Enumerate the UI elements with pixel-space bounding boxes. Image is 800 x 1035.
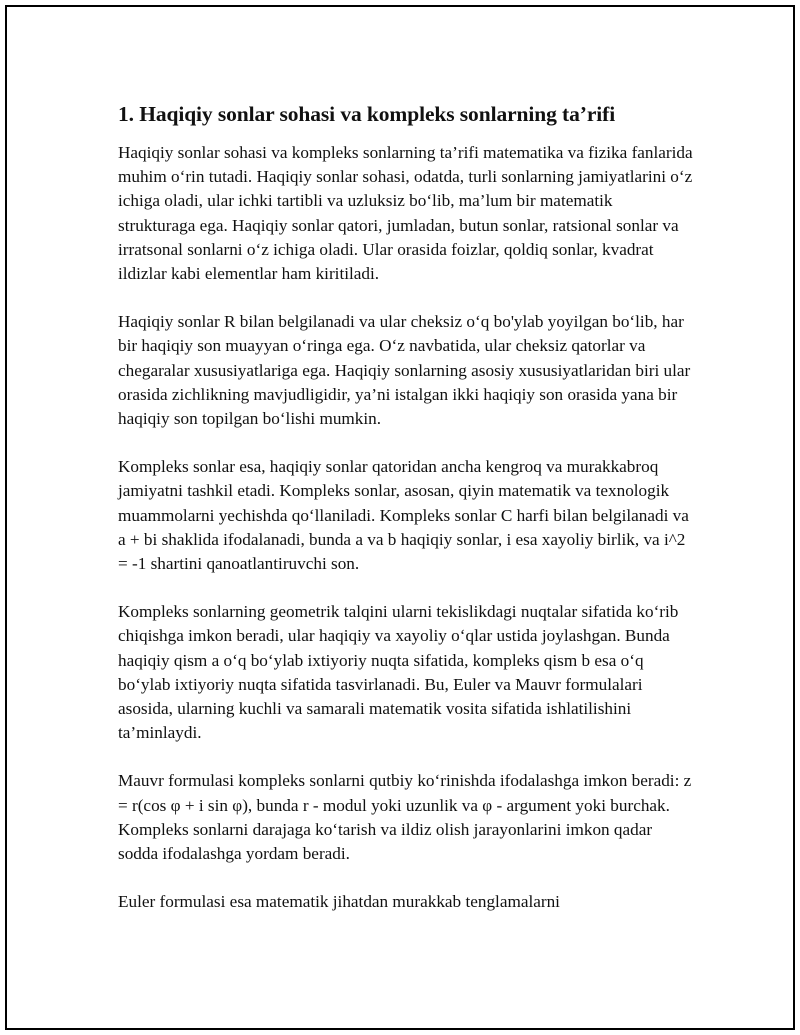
paragraph-2: Haqiqiy sonlar R bilan belgilanadi va ular cheksiz o‘q bo'ylab yoyilgan bo‘lib, har bir haqiqiy son muayyan o‘ringa ega. O‘z navbatida, ular cheksiz qatorlar va chegaralar xususiyatlariga ega. Haqiqiy sonlarning asosiy xususiyatlaridan biri ular orasida zichlikning mavjudligidir, ya’ni istalgan ikki haqiqiy son orasida yana bir haqiqiy son topilgan bo‘lishi mumkin. [118,312,691,429]
paragraph-4: Kompleks sonlarning geometrik talqini ularni tekislikdagi nuqtalar sifatida ko‘rib chiqishga imkon beradi, ular haqiqiy va xayoliy o‘qlar ustida joylashgan. Bunda haqiqiy qism a o‘q bo‘ylab ixtiyoriy nuqta sifatida, kompleks qism b esa o‘q bo‘ylab ixtiyoriy nuqta sifatida tasvirlanadi. Bu, Euler va Mauvr formulalari asosida, ularning kuchli va samarali matematik vosita sifatida ishlatilishini ta’minlaydi. [118,602,679,743]
paragraph-6: Euler formulasi esa matematik jihatdan murakkab tenglamalarni [118,892,560,912]
document-page [5,5,795,1030]
paragraph-3: Kompleks sonlar esa, haqiqiy sonlar qatoridan ancha kengroq va murakkabroq jamiyatni tashkil etadi. Kompleks sonlar, asosan, qiyin matematik va texnologik muammolarni yechishda qo‘llaniladi. Kompleks sonlar C harfi bilan belgilanadi va a + bi shaklida ifodalanadi, bunda a va b haqiqiy sonlar, i esa xayoliy birlik, va i^2 = -1 shartini qanoatlantiruvchi son. [118,457,689,574]
paragraph-5: Mauvr formulasi kompleks sonlarni qutbiy ko‘rinishda ifodalashga imkon beradi: z = r(cos φ + i sin φ), bunda r - modul yoki uzunlik va φ - argument yoki burchak. Kompleks sonlarni darajaga ko‘tarish va ildiz olish jarayonlarini imkon qadar sodda ifodalashga yordam beradi. [118,771,692,864]
document-body [118,100,693,938]
section-heading: 1. Haqiqiy sonlar sohasi va kompleks sonlarning ta’rifi [118,102,616,126]
paragraph-1: Haqiqiy sonlar sohasi va kompleks sonlarning ta’rifi matematika va fizika fanlarida muhim o‘rin tutadi. Haqiqiy sonlar sohasi, odatda, turli sonlarning jamiyatlarini o‘z ichiga oladi, ular ichki tartibli va uzluksiz bo‘lib, ma’lum bir matematik strukturaga ega. Haqiqiy sonlar qatori, jumladan, butun sonlar, ratsional sonlar va irratsonal sonlarni o‘z ichiga oladi. Ular orasida foizlar, qoldiq sonlar, kvadrat ildizlar kabi elementlar ham kiritiladi. [118,143,693,284]
